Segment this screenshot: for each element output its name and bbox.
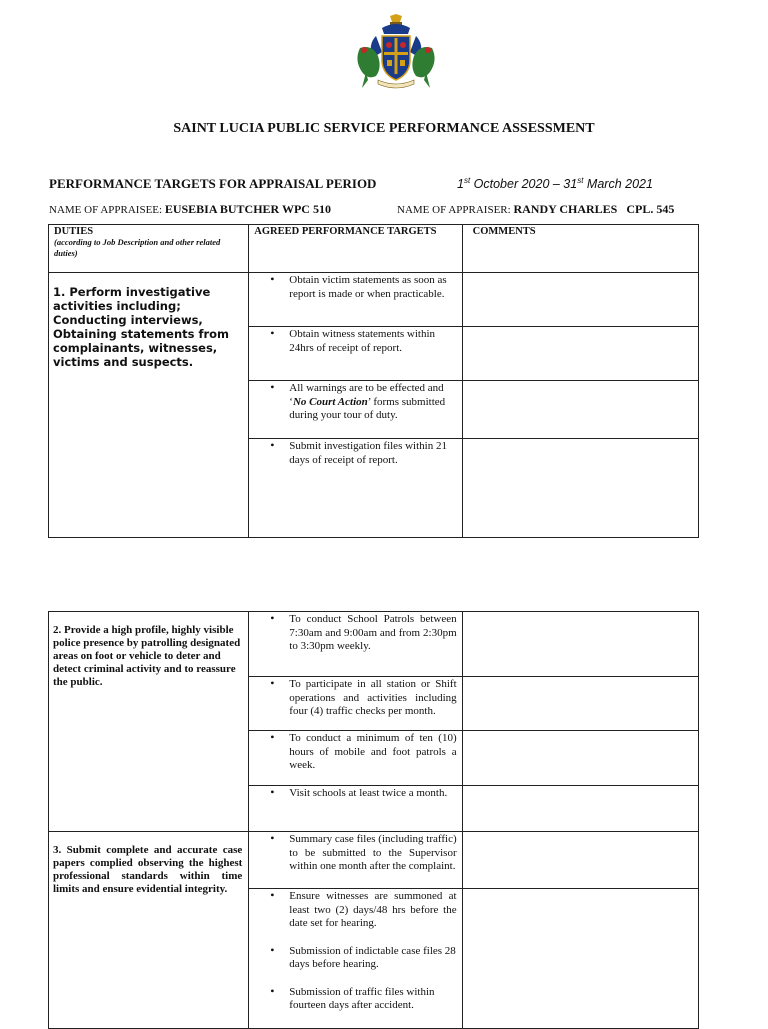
table-header-row	[49, 225, 699, 273]
target-2-3: • To conduct a minimum of ten (10) hours of mobile and foot patrols a week.	[249, 731, 461, 773]
comment-cell[interactable]	[462, 381, 698, 439]
target-cell	[249, 889, 462, 1029]
duty-3-text: 3. Submit complete and accurate case papers complied observing the highest professional standards within time limits and ensure evidential integrity.	[53, 844, 243, 895]
duties-header-label: DUTIES	[54, 226, 94, 237]
target-1-3: • All warnings are to be effected and ‘No Court Action’ forms submitted during your tour of duty.	[249, 381, 461, 423]
comment-cell[interactable]	[462, 327, 698, 381]
comment-cell[interactable]	[462, 439, 698, 538]
document-title: SAINT LUCIA PUBLIC SERVICE PERFORMANCE ASSESSMENT	[173, 121, 595, 136]
target-list-3	[249, 889, 461, 1013]
target-cell	[249, 731, 462, 786]
performance-targets-table-2	[48, 611, 699, 1029]
duty-1-text: 1. Perform investigative activities including; Conducting interviews, Obtaining statements from complainants, witnesses, victims and suspects.	[53, 285, 230, 369]
duty-cell	[49, 832, 249, 1029]
targets-header: AGREED PERFORMANCE TARGETS	[249, 225, 462, 273]
target-2-4: • Visit schools at least twice a month.	[249, 786, 461, 801]
target-cell	[249, 786, 462, 832]
target-cell	[249, 273, 462, 327]
comment-cell[interactable]	[462, 786, 698, 832]
appraisal-period: 1st October 2020 – 31st March 2021	[457, 176, 653, 192]
target-cell	[249, 612, 462, 677]
performance-targets-table-1	[48, 224, 699, 538]
comment-cell[interactable]	[462, 273, 698, 327]
target-cell	[249, 832, 462, 889]
target-cell	[249, 381, 462, 439]
duties-header-note: (according to Job Description and other related duties)	[54, 237, 221, 258]
comment-cell[interactable]	[462, 612, 698, 677]
comment-cell[interactable]	[462, 889, 698, 1029]
appraiser-line	[397, 202, 674, 217]
target-cell	[249, 439, 462, 538]
table-row	[49, 273, 699, 327]
table-row	[49, 612, 699, 677]
duties-header	[49, 225, 249, 273]
appraisee-label: NAME OF APPRAISEE:	[49, 204, 163, 216]
target-2-2: • To participate in all station or Shift operations and activities including four (4) traffic checks per month.	[249, 677, 461, 719]
duty-cell	[49, 612, 249, 832]
appraiser-label: NAME OF APPRAISER:	[397, 204, 511, 216]
target-cell	[249, 677, 462, 731]
target-1-2: • Obtain witness statements within 24hrs of receipt of report.	[249, 327, 461, 355]
table-row	[49, 832, 699, 889]
target-1-4: • Submit investigation files within 21 days of receipt of report.	[249, 439, 461, 467]
comment-cell[interactable]	[462, 731, 698, 786]
target-2-1: • To conduct School Patrols between 7:30am and 9:00am and from 2:30pm to 3:30pm weekly.	[249, 612, 461, 654]
target-3-1: • Summary case files (including traffic) to be submitted to the Supervisor within one month after the complaint.	[249, 832, 461, 874]
appraisee-line	[49, 202, 331, 217]
coat-of-arms-emblem	[352, 14, 440, 90]
target-1-1: • Obtain victim statements as soon as report is made or when practicable.	[249, 273, 461, 301]
target-cell	[249, 327, 462, 381]
duty-cell	[49, 273, 249, 538]
comment-cell[interactable]	[462, 832, 698, 889]
appraisee-name: EUSEBIA BUTCHER WPC 510	[164, 202, 331, 216]
targets-heading: PERFORMANCE TARGETS FOR APPRAISAL PERIOD	[49, 176, 377, 191]
duty-2-text: 2. Provide a high profile, highly visible police presence by patrolling designated areas on foot or vehicle to deter and detect criminal activity and to reassure the public.	[53, 624, 241, 688]
target-3-3: • Submission of indictable case files 28 days before hearing.	[249, 944, 461, 972]
appraiser-name: RANDY CHARLES CPL. 545	[513, 202, 675, 216]
comment-cell[interactable]	[462, 677, 698, 731]
target-3-4: • Submission of traffic files within fourteen days after accident.	[249, 985, 461, 1013]
target-3-2: • Ensure witnesses are summoned at least two (2) days/48 hrs before the date set for hearing.	[249, 889, 461, 931]
comments-header: COMMENTS	[462, 225, 698, 273]
